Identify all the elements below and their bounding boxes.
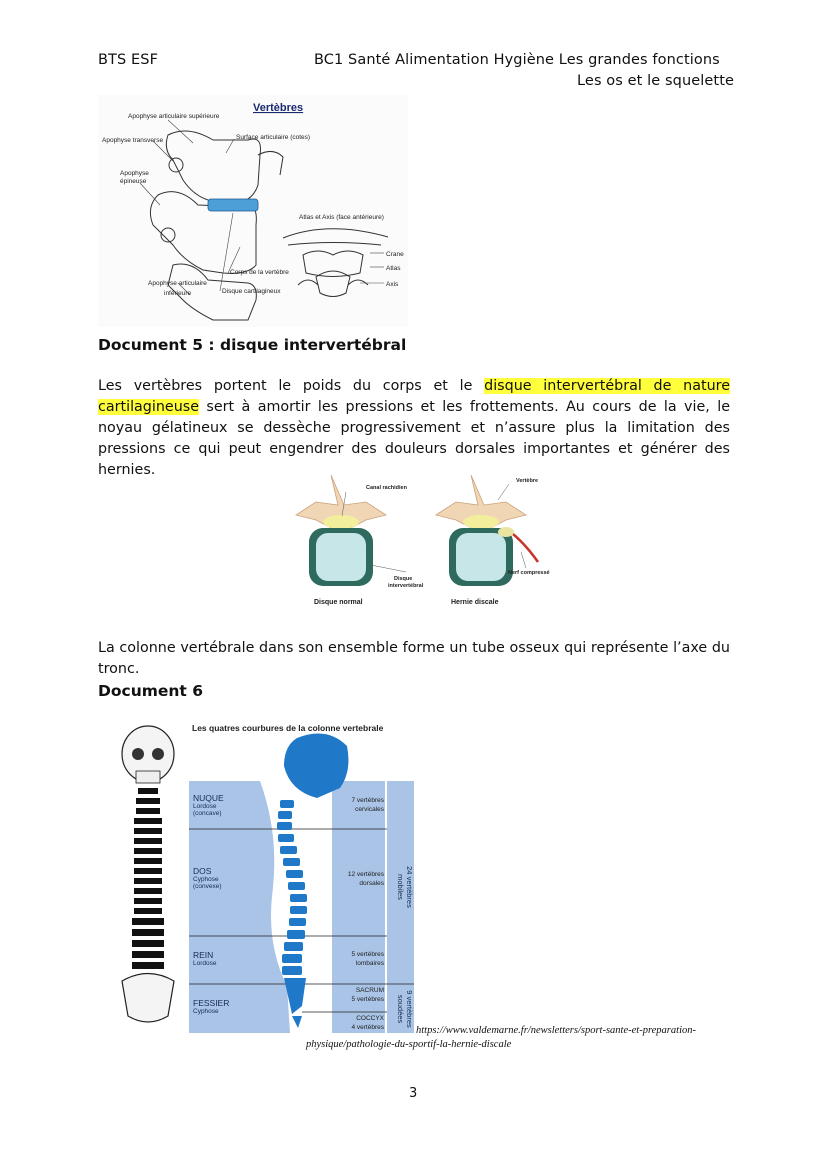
label-disque-1: Disque [394, 576, 413, 582]
label-hernie: Hernie discale [451, 599, 499, 606]
header-right-line1: BC1 Santé Alimentation Hygiène Les grandes fonctions [314, 52, 720, 68]
region-dos: DOS Cyphose (convexe) [193, 866, 222, 890]
count-dorsales: 12 vertèbres dorsales [347, 871, 384, 887]
region-nuque: NUQUE Lordose (concave) [193, 793, 224, 817]
count-lombaires: 5 vertèbres lombaires [351, 951, 384, 967]
document5-paragraph [98, 376, 730, 481]
label-apophyse-inf-1: Apophyse articulaire [148, 280, 207, 287]
label-axis: Axis [386, 281, 399, 288]
label-surface-articulaire: Surface articulaire (cotes) [236, 134, 311, 141]
document6-title: Document 6 [98, 682, 204, 700]
source-link-line1[interactable]: https://www.valdemarne.fr/newsletters/sport-sante-et-preparation- [416, 1025, 696, 1036]
count-coccyx: COCCYX 4 vertèbres [351, 1015, 384, 1031]
count-cervicales: 7 vertèbres cervicales [351, 797, 384, 813]
label-apophyse-sup: Apophyse articulaire supérieure [128, 113, 220, 120]
label-nerf: Nerf compressé [508, 570, 550, 576]
label-atlas: Atlas [386, 265, 401, 272]
label-crane: Crane [386, 251, 404, 258]
label-apophyse-transverse: Apophyse transverse [102, 137, 164, 144]
label-corps: Corps de la vertèbre [230, 269, 289, 276]
document5-title: Document 5 : disque intervertébral [98, 336, 407, 354]
label-apophyse-epineuse-2: épineuse [120, 178, 147, 185]
label-apophyse-inf-2: inférieure [164, 290, 192, 297]
page-number: 3 [409, 1086, 418, 1101]
label-apophyse-epineuse-1: Apophyse [120, 170, 149, 177]
header-left: BTS ESF [98, 52, 159, 68]
label-disque-normal: Disque normal [314, 599, 363, 606]
label-disque: Disque cartilagineux [222, 288, 281, 295]
label-vertebre: Vertèbre [516, 478, 539, 484]
region-rein: REIN Lordose [193, 950, 217, 967]
label-vertebres-soudees: 9 vertèbres soudées [396, 990, 414, 1028]
label-atlas-axis: Atlas et Axis (face antérieure) [299, 214, 384, 221]
spine-figure-title: Les quatres courbures de la colonne vertebrale [192, 723, 384, 733]
spine-paragraph: La colonne vertébrale dans son ensemble forme un tube osseux qui représente l’axe du tronc. [98, 640, 730, 677]
vertebrae-diagram [98, 95, 408, 327]
vertebrae-title: Vertèbres [253, 102, 304, 114]
label-canal: Canal rachidien [366, 485, 407, 491]
header-right-line2: Les os et le squelette [577, 73, 735, 89]
document5-text-2: sert à amortir les pressions et les frottements. Au cours de la vie, le noyau gélatineux se dessèche progressivement et n’assure plus la limitation des pressions ce qui peut engendrer des douleurs dorsales importantes et générer des hernies. [98, 399, 730, 478]
count-sacrum: SACRUM 5 vertèbres [351, 987, 384, 1003]
label-disque-2: intervertébral [388, 583, 424, 589]
disc-diagram [276, 470, 552, 610]
source-link-line2[interactable]: physique/pathologie-du-sportif-la-hernie-discale [306, 1039, 512, 1050]
document5-text-1: Les vertèbres portent le poids du corps et le [98, 378, 485, 394]
document5-highlight: disque intervertébral de nature cartilagineuse [98, 378, 730, 415]
region-fessier: FESSIER Cyphose [193, 998, 230, 1015]
label-vertebres-mobiles: 24 vertèbres mobiles [396, 866, 414, 908]
